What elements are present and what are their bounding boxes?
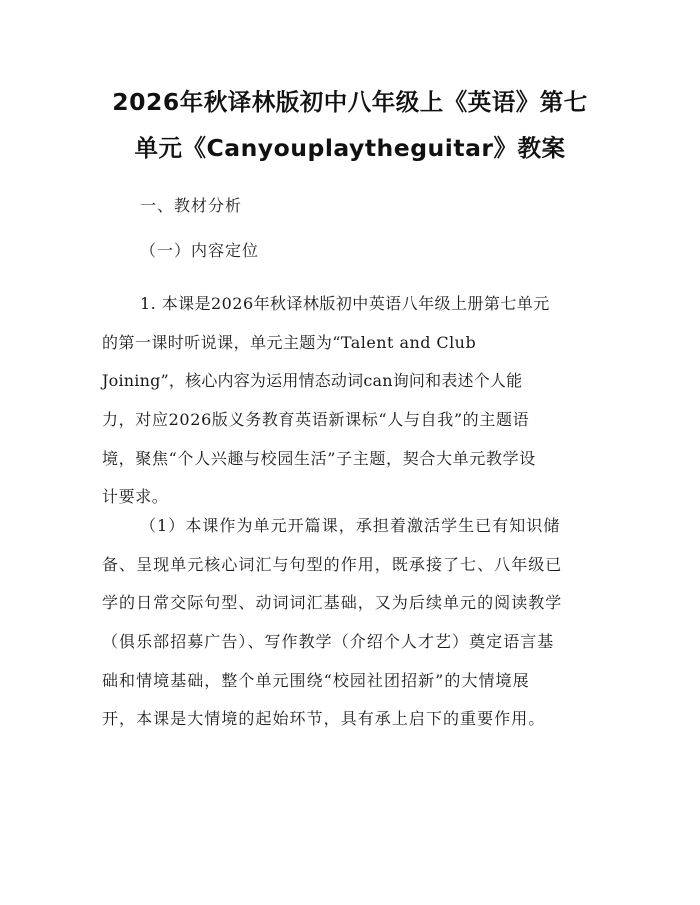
subsection-heading: （一）内容定位 (140, 241, 260, 260)
paragraph-line: 学的日常交际句型、动词词汇基础，又为后续单元的阅读教学 (102, 593, 563, 613)
paragraph-line: 的第一课时听说课，单元主题为“Talent and Club (102, 332, 477, 352)
paragraph-line: Joining”，核心内容为运用情态动词can询问和表述个人能 (102, 371, 523, 391)
document-title-line-2: 单元《Canyouplaytheguitar》教案 (134, 134, 566, 162)
section-heading: 一、教材分析 (140, 196, 243, 215)
paragraph-line: 1. 本课是2026年秋译林版初中英语八年级上册第七单元 (140, 294, 550, 313)
paragraph-line: 力，对应2026版义务教育英语新课标“人与自我”的主题语 (102, 410, 530, 430)
paragraph-line: 备、呈现单元核心词汇与句型的作用，既承接了七、八年级已 (102, 554, 563, 574)
paragraph-line: 础和情境基础，整个单元围绕“校园社团招新”的大情境展 (102, 670, 530, 690)
document-title-line-1: 2026年秋译林版初中八年级上《英语》第七 (112, 88, 588, 116)
paragraph-line: 开，本课是大情境的起始环节，具有承上启下的重要作用。 (102, 709, 546, 729)
paragraph-line: 境，聚焦“个人兴趣与校园生活”子主题，契合大单元教学设 (102, 448, 536, 468)
paragraph-line: （1）本课作为单元开篇课，承担着激活学生已有知识储 (140, 516, 561, 535)
paragraph-line: （俱乐部招募广告）、写作教学（介绍个人才艺）奠定语言基 (102, 632, 555, 652)
paragraph-unit-role (102, 507, 602, 739)
paragraph-content-positioning (102, 285, 602, 517)
paragraph-line: 计要求。 (102, 487, 169, 507)
